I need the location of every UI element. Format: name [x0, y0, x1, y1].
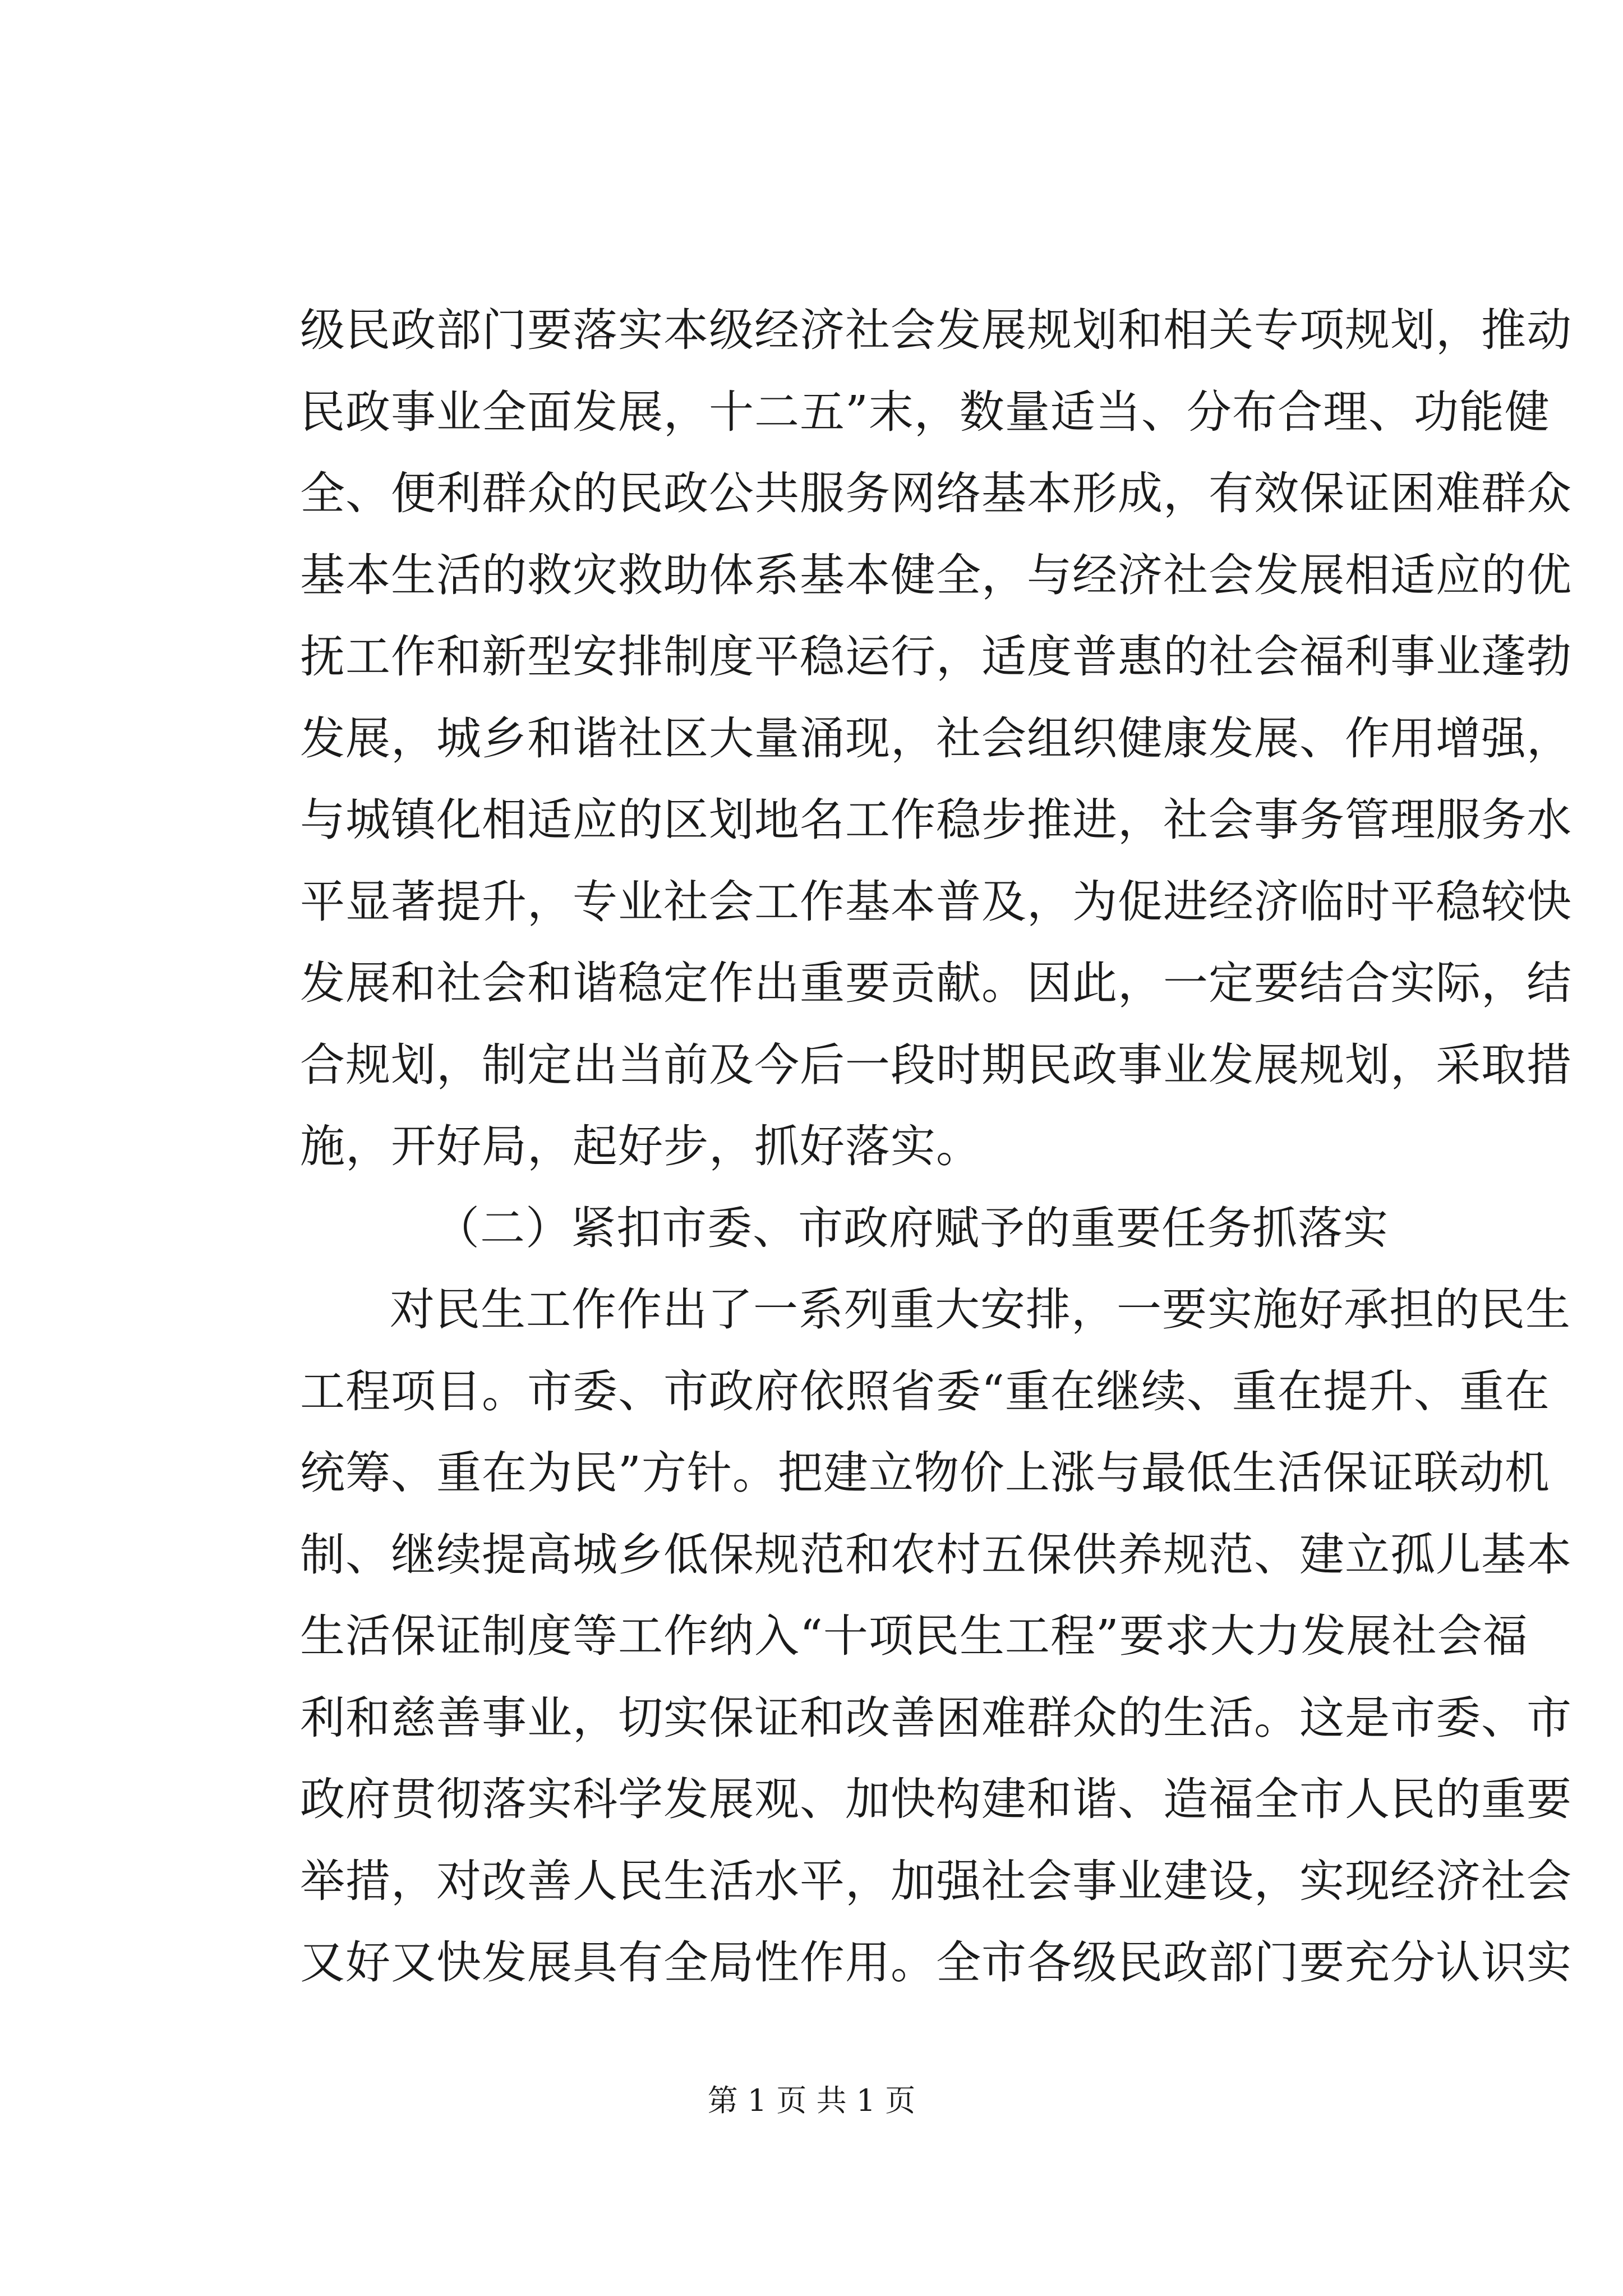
- text-line: 发展和社会和谐稳定作出重要贡献。因此，一定要结合实际，结: [300, 957, 1572, 1009]
- text-line: 生活保证制度等工作纳入“十项民生工程”要求大力发展社会福: [300, 1610, 1528, 1662]
- text-line: 工程项目。市委、市政府依照省委“重在继续、重在提升、重在: [300, 1365, 1550, 1418]
- text-line: 施，开好局，起好步，抓好落实。: [300, 1120, 981, 1172]
- text-line: 平显著提升，专业社会工作基本普及，为促进经济临时平稳较快: [300, 875, 1572, 928]
- text-line: 级民政部门要落实本级经济社会发展规划和相关专项规划，推动: [300, 304, 1572, 356]
- body-text: [300, 289, 1572, 2004]
- page-footer: 第 1 页 共 1 页: [707, 2083, 916, 2118]
- text-line: 举措，对改善人民生活水平，加强社会事业建设，实现经济社会: [300, 1855, 1572, 1907]
- text-line: 制、继续提高城乡低保规范和农村五保供养规范、建立孤儿基本: [300, 1528, 1572, 1581]
- text-line: 又好又快发展具有全局性作用。全市各级民政部门要充分认识实: [300, 1936, 1572, 1989]
- text-line: 利和慈善事业，切实保证和改善困难群众的生活。这是市委、市: [300, 1691, 1572, 1744]
- section-heading: （二）紧扣市委、市政府赋予的重要任务抓落实: [435, 1202, 1389, 1254]
- text-line: 全、便利群众的民政公共服务网络基本形成，有效保证困难群众: [300, 467, 1572, 519]
- text-line: 民政事业全面发展，十二五”末，数量适当、分布合理、功能健: [300, 385, 1550, 438]
- text-line: 发展，城乡和谐社区大量涌现，社会组织健康发展、作用增强，: [300, 712, 1572, 765]
- text-line: 合规划，制定出当前及今后一段时期民政事业发展规划，采取措: [300, 1038, 1572, 1091]
- text-line: 政府贯彻落实科学发展观、加快构建和谐、造福全市人民的重要: [300, 1773, 1572, 1825]
- text-line: 与城镇化相适应的区划地名工作稳步推进，社会事务管理服务水: [300, 794, 1572, 846]
- text-line: 基本生活的救灾救助体系基本健全，与经济社会发展相适应的优: [300, 549, 1572, 601]
- paragraph-first-line: 对民生工作作出了一系列重大安排，一要实施好承担的民生: [390, 1283, 1571, 1336]
- text-line: 统筹、重在为民”方针。把建立物价上涨与最低生活保证联动机: [300, 1447, 1550, 1499]
- text-line: 抚工作和新型安排制度平稳运行，适度普惠的社会福利事业蓬勃: [300, 631, 1572, 683]
